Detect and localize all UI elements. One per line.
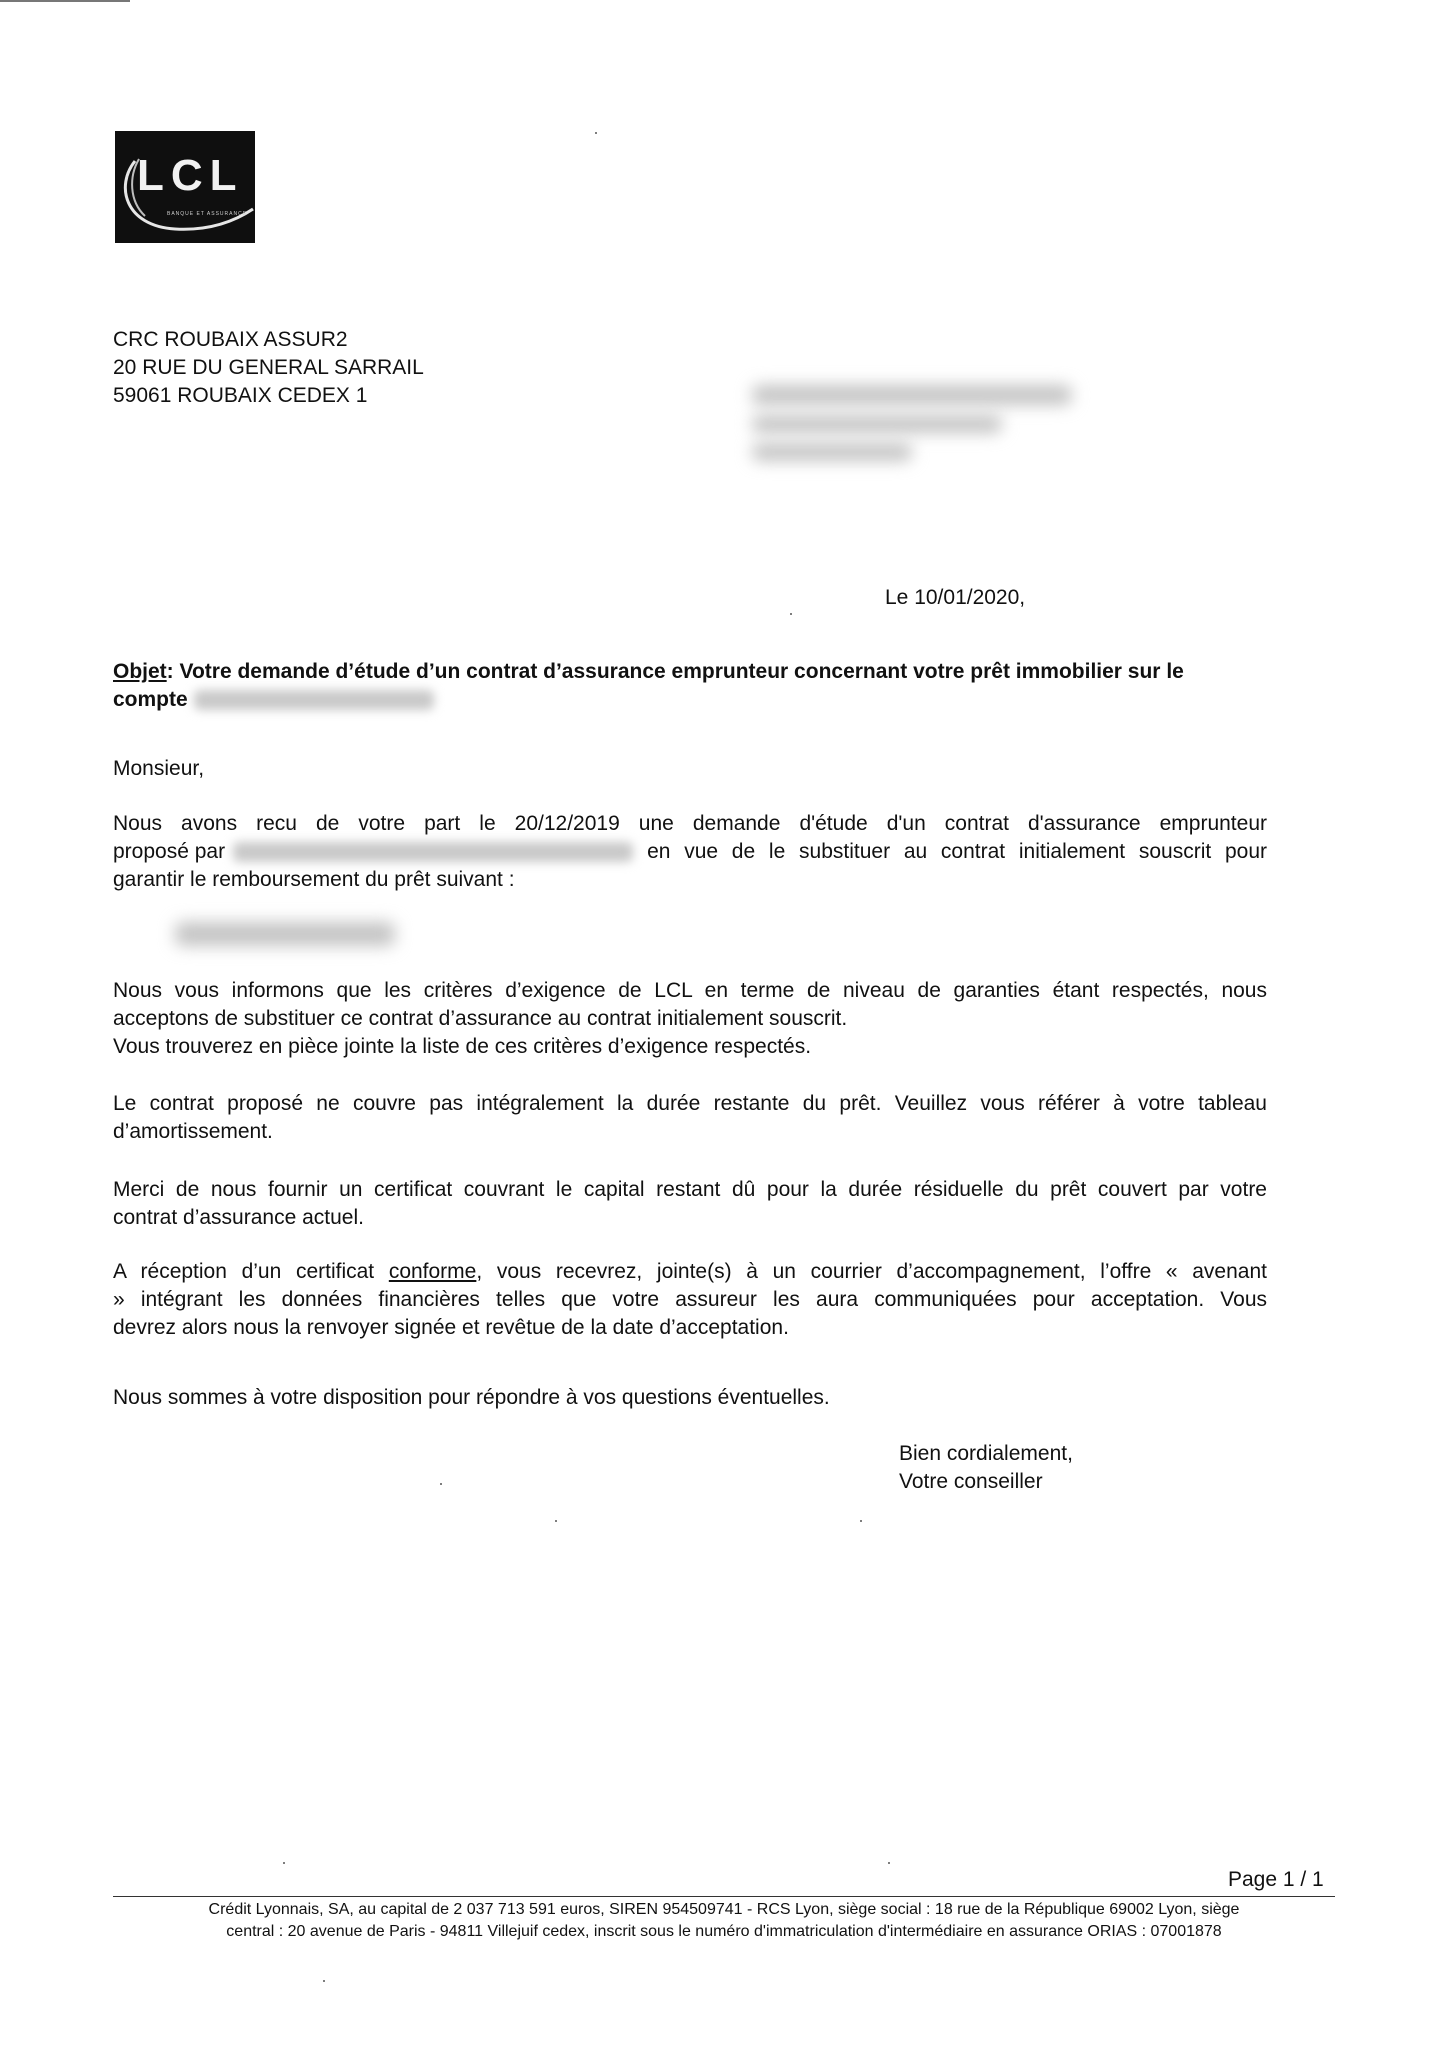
paragraph-3-line-1: Le contrat proposé ne couvre pas intégralement la durée restante du prêt. Veuillez vous référer à votre tableau [113,1092,1267,1115]
subject-line-1 [113,658,1184,686]
paragraph-1-line-2b: en vue de le substituer au contrat initialement souscrit pour [647,840,1267,863]
redacted-recipient-line-3 [752,443,912,461]
paragraph-1-line-3: garantir le remboursement du prêt suivant : [113,868,515,891]
scan-speck [323,1980,325,1982]
redacted-insurer-name [233,842,633,862]
subject-label: Objet [113,660,167,683]
sender-line-3: 59061 ROUBAIX CEDEX 1 [113,384,368,407]
closing-line-1: Bien cordialement, [899,1442,1073,1465]
paragraph-5-line-1a: A réception d’un certificat [113,1260,375,1283]
page-number: Page 1 / 1 [1228,1868,1324,1891]
subject-text: : Votre demande d’étude d’un contrat d’assurance emprunteur concernant votre prêt immobilier sur le [166,660,1184,683]
scan-speck [595,132,597,134]
paragraph-5 [113,1258,1267,1342]
sender-line-1: CRC ROUBAIX ASSUR2 [113,328,348,351]
paragraph-1-line-2 [113,838,1267,866]
paragraph-1-line-2a: proposé par [113,840,226,863]
paragraph-5-line-1 [113,1258,1267,1286]
subject-text-2: compte [113,688,188,711]
paragraph-3-line-2: d’amortissement. [113,1120,273,1143]
legal-footer [113,1899,1335,1943]
sender-line-2: 20 RUE DU GENERAL SARRAIL [113,356,424,379]
footer-line-1: Crédit Lyonnais, SA, au capital de 2 037 713 591 euros, SIREN 954509741 - RCS Lyon, siège social : 18 rue de la République 69002 Lyon, siège [208,1901,1240,1918]
paragraph-4-line-2: contrat d’assurance actuel. [113,1206,364,1229]
subject-line-2 [113,686,434,714]
paragraph-2-line-3: Vous trouverez en pièce jointe la liste de ces critères d’exigence respectés. [113,1035,812,1058]
paragraph-3 [113,1090,1267,1146]
scan-edge-line [0,0,130,2]
paragraph-4 [113,1176,1267,1232]
redacted-recipient-line-2 [752,415,1002,433]
redacted-account-number [194,690,434,710]
footer-divider [113,1896,1335,1897]
conforme-underlined: conforme [388,1260,477,1283]
redacted-recipient-line-1 [752,385,1072,405]
redacted-loan-reference [175,922,395,946]
paragraph-5-line-2: » intégrant les données financières telles que votre assureur les aura communiquées pour acceptation. Vous [113,1288,1267,1311]
paragraph-1-line-1: Nous avons recu de votre part le 20/12/2019 une demande d'étude d'un contrat d'assurance emprunteur [113,812,1267,835]
lcl-logo [115,131,255,243]
paragraph-2-line-2: acceptons de substituer ce contrat d’assurance au contrat initialement souscrit. [113,1007,848,1030]
paragraph-2 [113,977,1267,1061]
paragraph-4-line-1: Merci de nous fournir un certificat couvrant le capital restant dû pour la durée résiduelle du prêt couvert par votre [113,1178,1267,1201]
paragraph-1 [113,810,1267,894]
paragraph-6: Nous sommes à votre disposition pour répondre à vos questions éventuelles. [113,1386,830,1409]
footer-line-2: central : 20 avenue de Paris - 94811 Villejuif cedex, inscrit sous le numéro d'immatriculation d'intermédiaire en assurance ORIAS : 07001878 [226,1923,1222,1940]
scan-speck [555,1520,557,1522]
scan-speck [790,613,792,615]
closing-line-2: Votre conseiller [899,1470,1043,1493]
letter-date: Le 10/01/2020, [885,586,1026,609]
scan-speck [440,1483,442,1485]
paragraph-2-line-1: Nous vous informons que les critères d’exigence de LCL en terme de niveau de garanties étant respectés, nous [113,979,1267,1002]
scan-speck [888,1862,890,1864]
paragraph-5-line-1b: , vous recevrez, jointe(s) à un courrier d’accompagnement, l’offre « avenant [476,1260,1267,1283]
paragraph-5-line-3: devrez alors nous la renvoyer signée et revêtue de la date d’acceptation. [113,1316,789,1339]
logo-tagline: BANQUE ET ASSURANCE [167,211,248,217]
scan-speck [283,1862,285,1864]
logo-text: LCL [137,151,244,200]
salutation: Monsieur, [113,757,205,780]
scan-speck [860,1520,862,1522]
